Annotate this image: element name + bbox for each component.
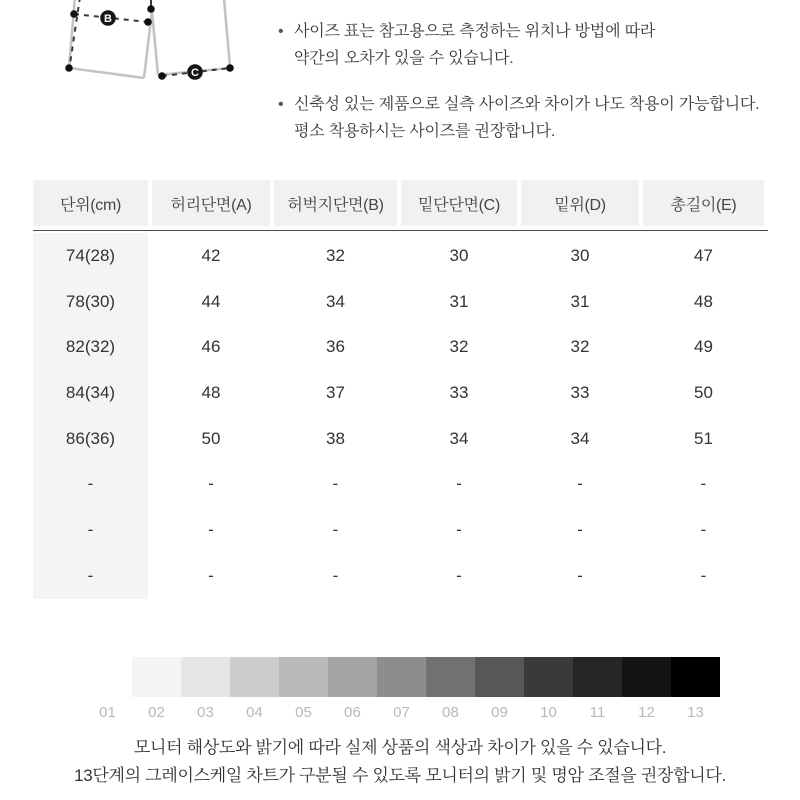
table-value-cell: 42 xyxy=(201,245,221,265)
badge-c-label: C xyxy=(191,67,199,79)
table-row-size-cell: 78(30) xyxy=(33,279,148,325)
grayscale-labels xyxy=(83,704,720,721)
table-value-cell: 30 xyxy=(449,245,469,265)
grayscale-bar xyxy=(83,657,720,697)
table-row-size-cell: 86(36) xyxy=(33,416,148,462)
table-row-size-cell: 82(32) xyxy=(33,324,148,370)
shorts-diagram-svg xyxy=(0,0,260,100)
table-value-cell: 31 xyxy=(570,291,590,311)
table-value-cell: 30 xyxy=(570,245,590,265)
grayscale-swatch xyxy=(328,657,377,697)
grayscale-swatch xyxy=(671,657,720,697)
table-row-size-cell: - xyxy=(33,553,148,599)
grayscale-step-label: 02 xyxy=(148,704,165,721)
table-value-cell: 37 xyxy=(326,382,345,402)
grayscale-swatch xyxy=(524,657,573,697)
size-table xyxy=(33,180,768,599)
table-value-cell: 36 xyxy=(326,337,345,357)
table-value-cell: - xyxy=(577,565,583,585)
table-value-cell: - xyxy=(208,519,214,539)
table-value-cell: 34 xyxy=(449,428,469,448)
table-value-cell: 31 xyxy=(449,291,469,311)
table-header-cell: 허벅지단면(B) xyxy=(274,180,397,226)
table-value-cell: 34 xyxy=(570,428,590,448)
table-value-cell: 47 xyxy=(694,245,713,265)
table-value-cell: - xyxy=(700,565,707,585)
table-value-cell: 50 xyxy=(201,428,221,448)
grayscale-swatch xyxy=(132,657,181,697)
note-item xyxy=(278,91,778,145)
grayscale-step-label: 09 xyxy=(491,704,508,721)
grayscale-step-label: 03 xyxy=(197,704,214,721)
table-value-cell: - xyxy=(456,565,462,585)
size-table-header xyxy=(33,180,768,226)
table-value-cell: 32 xyxy=(570,337,590,357)
note-line: 신축성 있는 제품으로 실측 사이즈와 차이가 나도 착용이 가능합니다. xyxy=(294,96,760,113)
measure-badge-c xyxy=(187,64,203,80)
grayscale-step-label: 06 xyxy=(344,704,361,721)
table-row-size-cell: 74(28) xyxy=(33,233,148,279)
badge-b-label: B xyxy=(104,13,112,25)
table-value-cell: 46 xyxy=(201,337,221,357)
table-value-cell: 32 xyxy=(449,337,469,357)
table-value-cell: - xyxy=(332,474,339,494)
table-header-cell: 밑위(D) xyxy=(521,180,639,226)
table-value-cell: - xyxy=(208,565,214,585)
table-value-cell: - xyxy=(700,474,707,494)
table-header-cell: 허리단면(A) xyxy=(152,180,270,226)
header-separator xyxy=(33,230,768,231)
table-header-cell: 밑단단면(C) xyxy=(401,180,517,226)
note-item xyxy=(278,18,778,72)
grayscale-step-label: 12 xyxy=(638,704,655,721)
grayscale-swatch xyxy=(181,657,230,697)
table-value-cell: 48 xyxy=(694,291,713,311)
grayscale-step-label: 07 xyxy=(393,704,410,721)
table-header-cell: 총길이(E) xyxy=(643,180,764,226)
bullet-icon: • xyxy=(278,23,284,40)
note-line: 사이즈 표는 참고용으로 측정하는 위치나 방법에 따라 xyxy=(294,23,656,40)
monitor-notice-line: 모니터 해상도와 밝기에 따라 실제 상품의 색상과 차이가 있을 수 있습니다. xyxy=(133,738,667,757)
table-value-cell: 34 xyxy=(326,291,345,311)
grayscale-step-label: 05 xyxy=(295,704,312,721)
table-value-cell: 51 xyxy=(694,428,713,448)
grayscale-chart xyxy=(83,657,720,721)
table-value-cell: - xyxy=(456,519,462,539)
grayscale-swatch xyxy=(230,657,279,697)
table-value-cell: 49 xyxy=(694,337,713,357)
table-value-cell: 48 xyxy=(201,382,221,402)
note-text xyxy=(294,91,759,145)
grayscale-step-label: 10 xyxy=(540,704,557,721)
table-value-cell: 32 xyxy=(326,245,345,265)
grayscale-swatch xyxy=(83,657,132,697)
grayscale-swatch xyxy=(475,657,524,697)
grayscale-swatch xyxy=(573,657,622,697)
grayscale-step-label: 04 xyxy=(246,704,263,721)
table-value-cell: 50 xyxy=(694,382,713,402)
shorts-measurement-diagram xyxy=(0,0,260,100)
grayscale-swatch xyxy=(426,657,475,697)
table-value-cell: - xyxy=(332,565,339,585)
table-row-size-cell: - xyxy=(33,461,148,507)
size-table-body xyxy=(33,233,768,599)
measure-badge-b xyxy=(100,10,116,26)
grayscale-swatch xyxy=(377,657,426,697)
table-value-cell: 33 xyxy=(570,382,590,402)
monitor-notice xyxy=(0,734,800,790)
table-header-cell: 단위(cm) xyxy=(33,180,148,226)
size-notes xyxy=(278,18,778,164)
table-value-cell: 44 xyxy=(201,291,221,311)
monitor-notice-line: 13단계의 그레이스케일 차트가 구분될 수 있도록 모니터의 밝기 및 명암 조절을 권장합니다. xyxy=(74,766,726,785)
table-value-cell: 38 xyxy=(326,428,345,448)
note-text xyxy=(294,18,655,72)
note-line: 평소 착용하시는 사이즈를 권장합니다. xyxy=(294,123,556,140)
grayscale-swatch xyxy=(622,657,671,697)
table-value-cell: - xyxy=(577,519,583,539)
bullet-icon: • xyxy=(278,96,284,113)
grayscale-step-label: 11 xyxy=(589,704,606,721)
table-row-size-cell: - xyxy=(33,507,148,553)
table-row-size-cell: 84(34) xyxy=(33,370,148,416)
table-value-cell: - xyxy=(456,474,462,494)
grayscale-step-label: 13 xyxy=(687,704,704,721)
grayscale-step-label: 01 xyxy=(99,704,116,721)
grayscale-step-label: 08 xyxy=(442,704,459,721)
table-value-cell: - xyxy=(577,474,583,494)
note-line: 약간의 오차가 있을 수 있습니다. xyxy=(294,50,514,67)
table-value-cell: 33 xyxy=(449,382,469,402)
grayscale-swatch xyxy=(279,657,328,697)
table-value-cell: - xyxy=(700,519,707,539)
table-value-cell: - xyxy=(332,519,339,539)
table-value-cell: - xyxy=(208,474,214,494)
